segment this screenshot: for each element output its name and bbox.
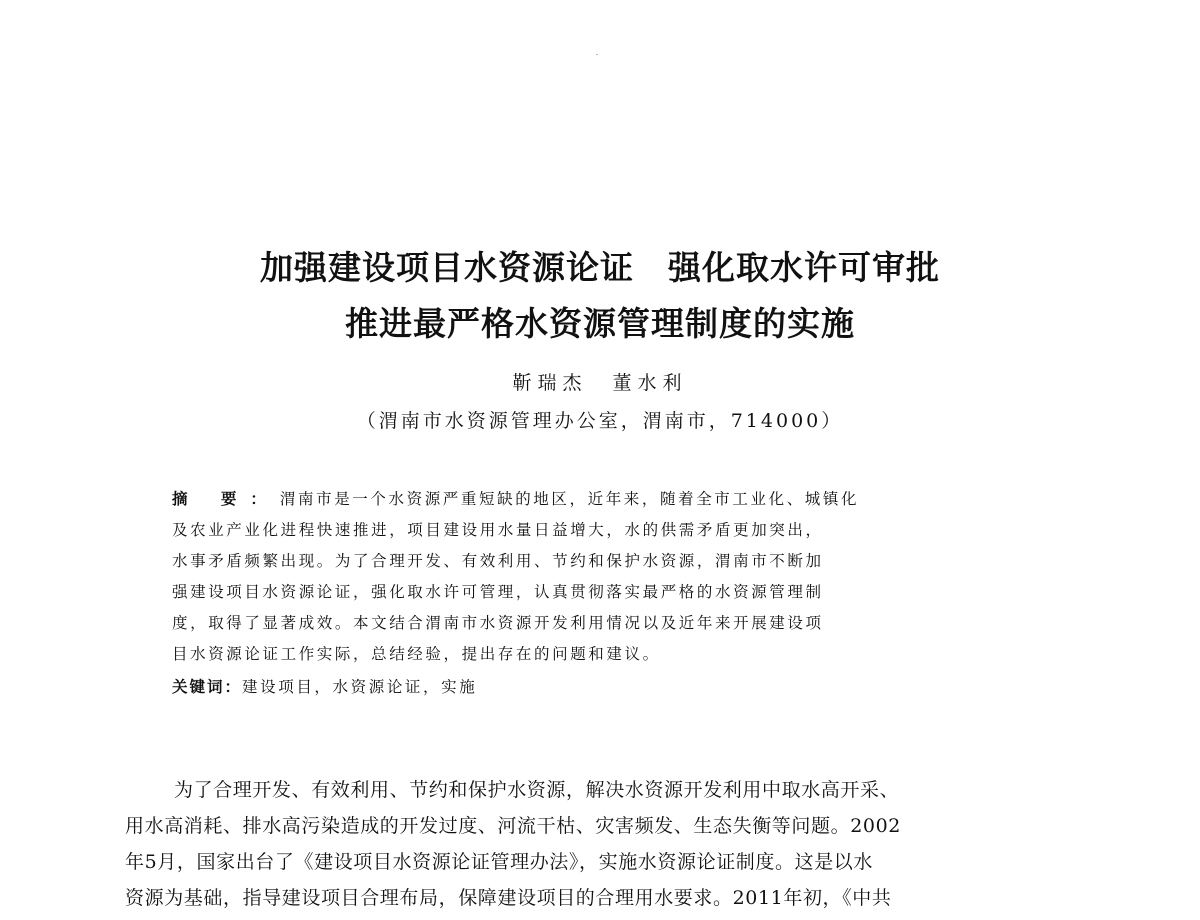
paper-title	[0, 240, 1200, 352]
title-line-1: 加强建设项目水资源论证 强化取水许可审批	[260, 248, 940, 287]
abstract-line: 水事矛盾频繁出现。为了合理开发、有效利用、节约和保护水资源，渭南市不断加	[172, 552, 824, 570]
keywords-line	[172, 672, 1042, 703]
abstract-label: 摘 要：	[172, 490, 280, 508]
body-line: 为了合理开发、有效利用、节约和保护水资源，解决水资源开发利用中取水高开采、	[174, 779, 900, 801]
body-paragraph	[125, 772, 1085, 916]
abstract-line: 目水资源论证工作实际，总结经验，提出存在的问题和建议。	[172, 645, 661, 663]
body-line: 年5月，国家出台了《建设项目水资源论证管理办法》，实施水资源论证制度。这是以水	[125, 851, 873, 873]
body-line: 用水高消耗、排水高污染造成的开发过度、河流干枯、灾害频发、生态失衡等问题。2002	[125, 815, 901, 837]
abstract-line: 及农业产业化进程快速推进，项目建设用水量日益增大，水的供需矛盾更加突出，	[172, 521, 824, 539]
abstract-line: 强建设项目水资源论证，强化取水许可管理，认真贯彻落实最严格的水资源管理制	[172, 583, 824, 601]
title-line-2: 推进最严格水资源管理制度的实施	[345, 304, 855, 343]
author-affiliation: （渭南市水资源管理办公室，渭南市，714000）	[356, 410, 844, 432]
body-line: 资源为基础，指导建设项目合理布局，保障建设项目的合理用水要求。2011年初，《中共	[125, 887, 892, 909]
scan-speck	[596, 54, 598, 55]
abstract-line	[172, 484, 1042, 515]
abstract-line: 度，取得了显著成效。本文结合渭南市水资源开发利用情况以及近年来开展建设项	[172, 614, 824, 632]
keywords-text: 建设项目，水资源论证，实施	[242, 678, 478, 696]
keywords-label: 关键词：	[172, 678, 243, 696]
abstract-section	[172, 484, 1042, 703]
abstract-text: 渭南市是一个水资源严重短缺的地区，近年来，随着全市工业化、城镇化	[279, 490, 860, 508]
author-list: 靳瑞杰 董水利	[512, 372, 688, 394]
